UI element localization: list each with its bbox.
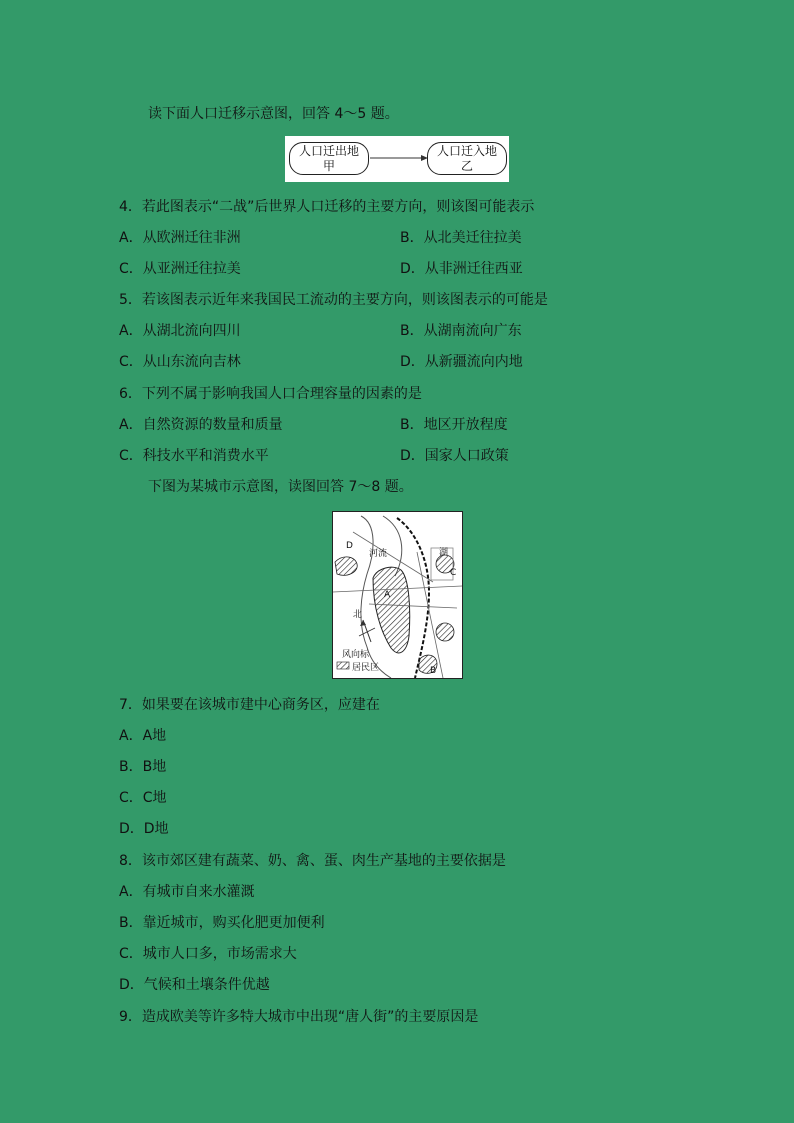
q4-stem: 4．若此图表示“二战”后世界人口迁移的主要方向，则该图可能表示 [119, 199, 535, 215]
q7-option-c: C．C地 [119, 790, 167, 806]
q7-option-a: A．A地 [119, 728, 167, 744]
map-label-b: B [430, 666, 437, 676]
destination-label: 人口迁入地 [436, 144, 497, 158]
q6-option-c: C．科技水平和消费水平 [119, 448, 269, 464]
q8-option-c: C．城市人口多，市场需求大 [119, 946, 297, 962]
q8-option-a: A．有城市自来水灌溉 [119, 884, 255, 900]
q6-option-a: A．自然资源的数量和质量 [119, 417, 283, 433]
q6-stem: 6．下列不属于影响我国人口合理容量的因素的是 [119, 386, 422, 402]
migration-diagram [285, 136, 509, 182]
residential-area-west [335, 557, 357, 575]
map-label-a: A [384, 590, 391, 600]
map-label-north: 北 [353, 610, 363, 620]
destination-code: 乙 [460, 159, 473, 173]
q7-option-d: D．D地 [119, 821, 169, 837]
q5-stem: 5．若该图表示近年来我国民工流动的主要方向，则该图表示的可能是 [119, 292, 548, 308]
q6-option-b: B．地区开放程度 [400, 417, 508, 433]
q5-option-b: B．从湖南流向广东 [400, 323, 522, 339]
q4-option-c: C．从亚洲迁往拉美 [119, 261, 241, 277]
map-label-d: D [346, 541, 353, 551]
legend-residential-swatch [337, 662, 349, 669]
legend-wind-vane: 风向标 [342, 650, 370, 660]
origin-code: 甲 [322, 159, 335, 173]
q8-option-b: B．靠近城市，购买化肥更加便利 [119, 915, 325, 931]
q4-option-b: B．从北美迁往拉美 [400, 230, 522, 246]
q5-option-a: A．从湖北流向四川 [119, 323, 241, 339]
residential-area-east [436, 623, 454, 641]
intro-4-5: 读下面人口迁移示意图，回答 4～5 题。 [148, 106, 399, 122]
origin-label: 人口迁出地 [298, 144, 359, 158]
intro-7-8: 下图为某城市示意图，读图回答 7～8 题。 [148, 479, 413, 495]
q5-option-c: C．从山东流向吉林 [119, 354, 241, 370]
q6-option-d: D．国家人口政策 [400, 448, 509, 464]
q8-option-d: D．气候和土壤条件优越 [119, 977, 270, 993]
q5-option-d: D．从新疆流向内地 [400, 354, 523, 370]
q9-stem: 9．造成欧美等许多特大城市中出现“唐人街”的主要原因是 [119, 1009, 479, 1025]
q4-option-a: A．从欧洲迁往非洲 [119, 230, 241, 246]
map-label-lake: 湖 [439, 548, 449, 558]
map-label-c: C [450, 568, 457, 578]
map-label-river: 河流 [369, 549, 388, 559]
q4-option-d: D．从非洲迁往西亚 [400, 261, 523, 277]
q7-option-b: B．B地 [119, 759, 167, 775]
q8-stem: 8．该市郊区建有蔬菜、奶、禽、蛋、肉生产基地的主要依据是 [119, 853, 506, 869]
destination-box [427, 142, 507, 175]
q7-stem: 7．如果要在该城市建中心商务区，应建在 [119, 697, 380, 713]
city-map [332, 511, 463, 679]
legend-residential: 居民区 [352, 663, 380, 673]
